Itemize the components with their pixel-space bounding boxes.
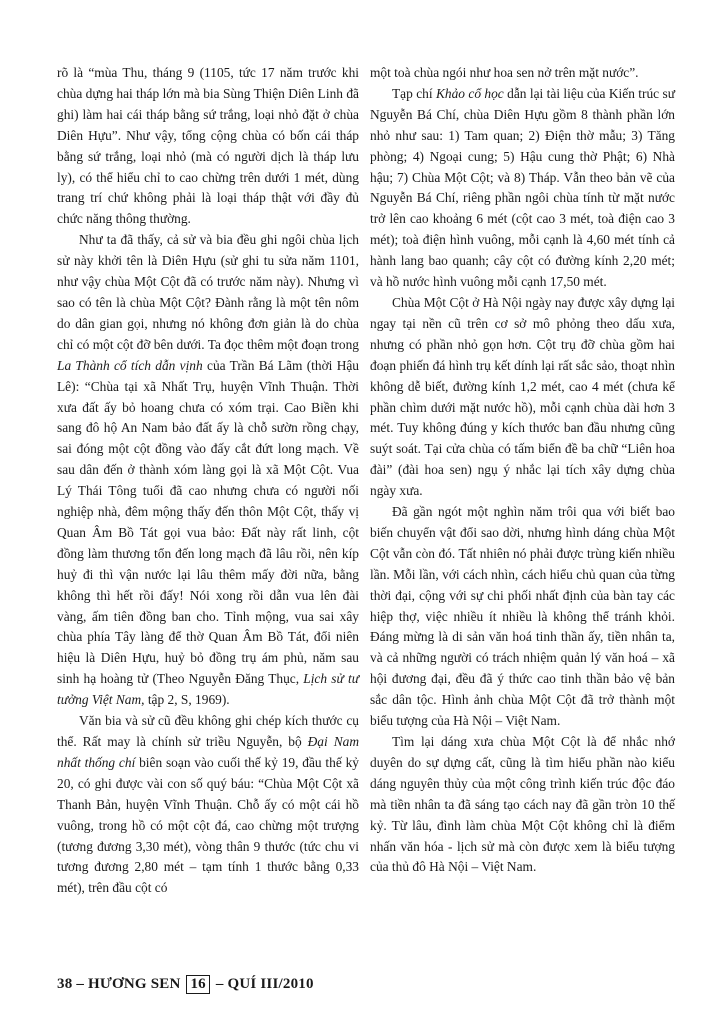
text: Như ta đã thấy, cả sử và bia đều ghi ngôi chùa lịch sử này khởi tên là Diên Hựu (sử ghi tu sửa năm 1101, như vậy chùa Một Cột đã có trước năm này). Nhưng vì sao có tên là chùa Một Cột? Đành rằng là một tên nôm do dân gian gọi, nhưng nó không đơn giản là do chùa chỉ có một cột đỡ bên dưới. Ta đọc thêm một đoạn trong xyxy=(57,232,359,352)
text: , tập 2, S, 1969). xyxy=(141,692,230,708)
separator: – xyxy=(76,976,85,992)
magazine-name: HƯƠNG SEN xyxy=(88,976,181,992)
book-title: Đại Nam nhất thống chí xyxy=(57,734,359,770)
text: Tìm lại dáng xưa chùa Một Cột là để nhắc nhớ duyên do sự dựng cất, cũng là tìm hiểu phần nào kiểu dáng nguyên thủy của một công trình kiến trúc độc đáo mà tiền nhân ta đã sáng tạo cách nay đã gần tròn 10 thế kỷ. Từ lâu, đình làm chùa Một Cột không chỉ là điểm nhấn văn hóa - lịch sử mà còn được xem là biểu tượng của thủ đô Hà Nội – Việt Nam. xyxy=(370,734,675,875)
paragraph xyxy=(57,711,359,899)
journal-title: Khảo cổ học xyxy=(435,85,504,101)
issue-quarter: QUÍ III/2010 xyxy=(227,976,314,992)
page-footer xyxy=(57,975,314,994)
text: Đã gần ngót một nghìn năm trôi qua với biết bao biến chuyển vật đổi sao dời, nhưng hình dáng chùa Một Cột vẫn còn đó. Tất nhiên nó phải được trùng kiến nhiều lần. Mỗi lần, với cách nhìn, cách hiểu chủ quan của từng thời đại, cộng với sự chi phối nhất định của bàn tay các hiệp thợ, việc nhiều ít nhiều là không thể tránh khỏi. Đáng mừng là di sản văn hoá tinh thần ấy, tiền nhân ta, và cả những người có trách nhiệm quản lý văn hoá – xã hội đương đại, đều đã ý thức cao tinh thần bảo vệ bản sắc dân tộc. Hình ảnh chùa Một Cột đã trở thành một biểu tượng của Hà Nội – Việt Nam. xyxy=(370,504,675,729)
text: Chùa Một Cột ở Hà Nội ngày nay được xây dựng lại ngay tại nền cũ trên cơ sở mô phỏng theo dấu xưa, nhưng có phần nhỏ gọn hơn. Cột trụ đỡ chùa gồm hai đoạn phiến đá hình trụ kết dính lại rất sắc sảo, thoạt nhìn không dễ biết, đường kính 1,2 mét, cao 4 mét (chưa kể phần chìm dưới mặt nước hồ), mỗi cạnh chùa dài hơn 3 mét. Tuy không đúng y kích thước ban đầu nhưng cũng suýt soát. Tại cửa chùa có tấm biển đề ba chữ “Liên hoa đài” (đài hoa sen) ngụ ý nhắc lại tích xây dựng chùa ngày xưa. xyxy=(370,294,675,499)
text: của Trần Bá Lãm (thời Hậu Lê): “Chùa tại xã Nhất Trụ, huyện Vĩnh Thuận. Thời xưa đất ấy bỏ hoang chưa có xóm trại. Cao Biền khi sang đô hộ An Nam bảo đất ấy là chỗ sườn rồng chạy, sai đóng một cột đồng vào đấy cắt đứt long mạch. Về sau dân đến ở thành xóm làng gọi là xã Một Cột. Vua Lý Thái Tông tuổi đã cao nhưng chưa có người nối nghiệp nhà, đêm mộng thấy đến thôn Một Cột, thấy vị Quan Âm Bồ Tát gọi vua bảo: Đất này rất linh, cột đồng làm thương tổn đến long mạch đã lâu rồi, nên kíp huỷ đi thì vận nước lại lâu thêm mấy đời nữa, bằng không thì hết rồi đấy! Nói xong rồi dẫn vua lên đài vàng, ấm tiên đồng ban cho. Tỉnh mộng, vua sai xây chùa phía Tây làng để thờ Quan Âm Bồ Tát, đổi niên hiệu là Diên Hựu, huỷ bỏ đồng trụ ám phủ, năm sau sinh hạ hoàng tử (Theo Nguyễn Đăng Thục, xyxy=(57,357,360,687)
text: rõ là “mùa Thu, tháng 9 (1105, tức 17 năm trước khi chùa dựng hai tháp lớn mà bia Sùng Thiện Diên Linh đã ghi) làm hai cái tháp bằng sứ trắng, loại nhỏ đặt ở chùa Diên Hựu”. Như vậy, tổng cộng chùa có bốn cái tháp bằng sứ trắng, loại nhỏ (mà có người dịch là tháp lưu ly), có thể hiểu chỉ to cao chừng trên dưới 1 mét, dùng trang trí chứ không phải là loại tháp thật với đầy đủ chức năng thông thường. xyxy=(57,65,359,227)
text: Văn bia và sử cũ đều không ghi chép kích thước cụ thể. Rất may là chính sử triều Nguyễn, bộ xyxy=(57,713,359,749)
paragraph xyxy=(370,63,675,84)
right-column xyxy=(370,63,675,878)
book-title: La Thành cổ tích dẫn vịnh xyxy=(57,357,203,373)
text: dẫn lại tài liệu của Kiến trúc sư Nguyễn Bá Chí, chùa Diên Hựu gồm 8 thành phần lớn nhỏ như sau: 1) Tam quan; 2) Điện thờ mẫu; 3) Tăng phòng; 4) Ngoại cung; 5) Hậu cung thờ Phật; 6) Nhà hậu; 7) Chùa Một Cột; và 8) Tháp. Vẫn theo bản vẽ của Nguyễn Bá Chí, riêng phần ngôi chùa tính từ mặt nước trở lên cao khoảng 6 mét (cột cao 3 mét, toà điện cao 3 mét); toà điện hình vuông, mỗi cạnh là 4,60 mét tính cả hành lang bao quanh; cây cột có đường kính 2,20 mét; và hồ nước hình vuông mỗi cạnh 17,50 mét. xyxy=(370,85,675,290)
separator: – xyxy=(215,976,224,992)
left-column xyxy=(57,63,359,899)
text: biên soạn vào cuối thế kỷ 19, đầu thế kỷ 20, có ghi được vài con số quý báu: “Chùa Một Cột xã Thanh Bản, huyện Vĩnh Thuận. Chỗ ấy có một cái hồ vuông, trong hồ có một cột đá, cao chừng một trượng (tương đương 3,30 mét), vòng thân 9 thước (tức chu vi tương đương 2,80 mét – tạm tính 1 thước bằng 0,33 mét), trên đầu cột có xyxy=(57,754,359,896)
text: Tạp chí xyxy=(392,85,436,101)
issue-number: 16 xyxy=(186,975,209,994)
page-number: 38 xyxy=(57,976,73,992)
paragraph xyxy=(57,63,359,230)
paragraph xyxy=(370,732,675,878)
text: một toà chùa ngói như hoa sen nở trên mặt nước”. xyxy=(370,65,639,80)
paragraph xyxy=(370,502,675,732)
paragraph xyxy=(57,230,359,711)
paragraph xyxy=(370,293,675,502)
book-title: Lịch sử tư tưởng Việt Nam xyxy=(57,671,359,708)
paragraph xyxy=(370,84,675,293)
